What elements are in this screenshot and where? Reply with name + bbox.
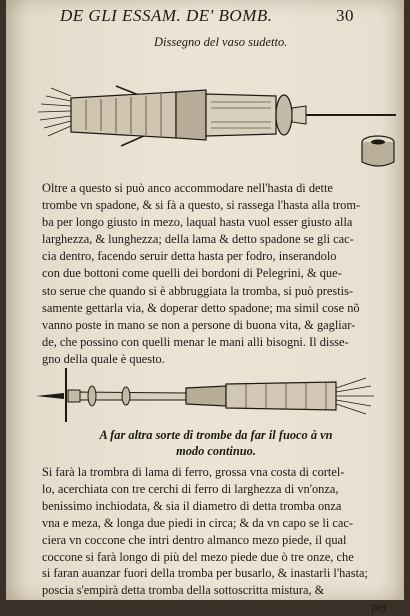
text-line: poscia s'empirà detta tromba della sottoscritta mistura, &: [42, 583, 325, 598]
text-line: vanno poste in mano se non a persone di buona vita, & gagliar-: [42, 317, 356, 332]
text-line: trombe vn spadone, & si fà a questo, si rassega l'hasta alla trom-: [42, 198, 361, 213]
figure2-caption: [66, 427, 366, 459]
book-page: [6, 0, 404, 615]
text-line: ciera vn coccone che intri dentro almanco mezo piede, il qual: [42, 532, 347, 547]
paragraph-1: [42, 180, 387, 368]
fire-trumpet-illustration: [26, 56, 396, 176]
running-header: [60, 6, 360, 28]
text-line: cia dentro, facendo seruir detta hasta per fodro, inserandolo: [42, 249, 337, 264]
text-line: lo, acerchiata con tre cerchi di ferro di larghezza di vn'onza,: [42, 481, 339, 496]
text-line: samente gettarla via, & doperar detto spadone; ma simil cose nõ: [42, 300, 360, 315]
text-line: ba per longo giusto in mezo, laqual hasta vuol esser giusto alla: [42, 215, 353, 230]
text-line: benissimo inchiodata, & sia il diametro di detta tromba onza: [42, 498, 342, 513]
text-line: Si farà la trombra di lama di ferro, grossa vna costa di cortel-: [42, 465, 345, 479]
text-line: sto serue che quando si è abbruggiata la tromba, si può prestis-: [42, 283, 354, 298]
catchword: per: [371, 600, 387, 615]
text-line: vna e meza, & longa due piedi in circa; & da vn capo se li cac-: [42, 515, 354, 530]
text-line: de, che possino con quelli menar le mani alli bisogni. Il disse-: [42, 334, 349, 349]
text-line: larghezza, & lunghezza; della lama & detto spadone se gli cac-: [42, 232, 354, 247]
figure1-caption: Dissegno del vaso sudetto.: [154, 35, 288, 49]
text-line: si faran auanzar fuori della tromba per busarlo, & inastarli l'hasta;: [42, 566, 368, 581]
text-line: Oltre a questo si può anco accommodare nell'hasta di dette: [42, 181, 333, 195]
caption-line: modo continuo.: [176, 444, 256, 458]
text-line: coccone si farà longo di più del mezo piede due ò tre onze, che: [42, 549, 354, 564]
running-title: DE GLI ESSAM. DE' BOMB.: [60, 6, 273, 25]
text-line: con due bottoni come quelli dei bordoni di Pelegrini, & que-: [42, 266, 342, 281]
paragraph-2: [42, 464, 387, 616]
page-number: 30: [336, 6, 354, 25]
text-line: gno della quale è questo.: [42, 351, 165, 366]
sword-trumpet-illustration: [36, 360, 376, 430]
caption-line: A far altra sorte di trombe da far il fuoco à vn: [99, 428, 333, 442]
